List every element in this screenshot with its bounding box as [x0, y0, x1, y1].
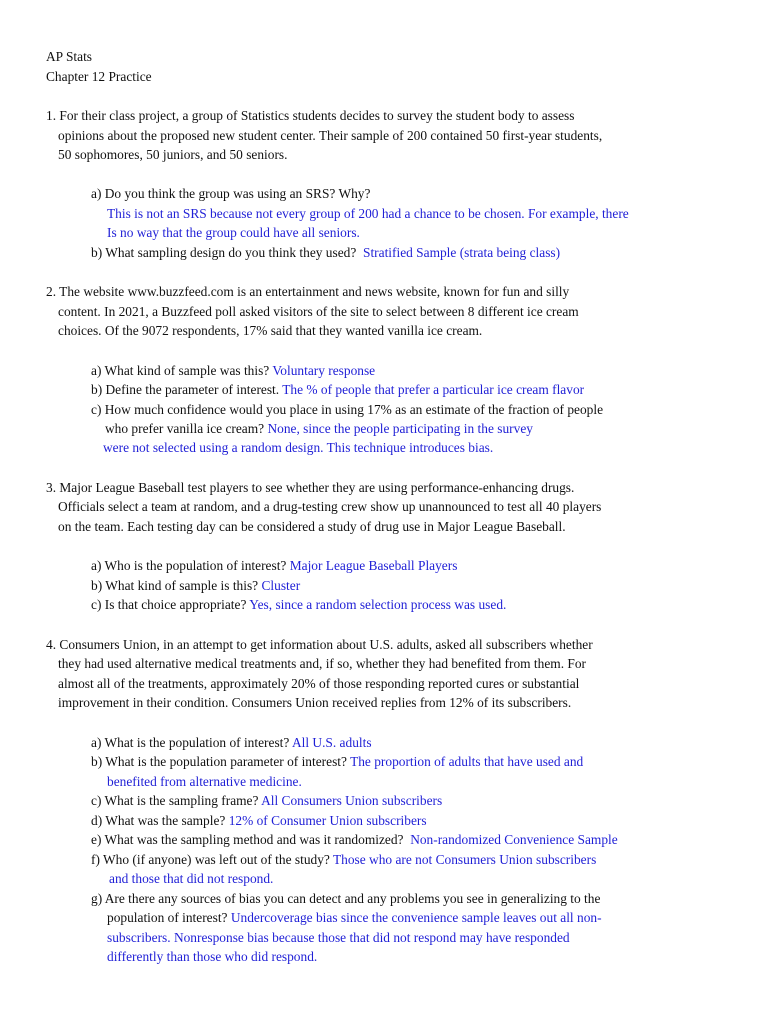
q2c-question-line-1: c) How much confidence would you place in using 17% as an estimate of the fraction of people — [91, 402, 604, 417]
q1-text-line-3: 50 sophomores, 50 juniors, and 50 seniors. — [58, 147, 288, 162]
q1a-question: a) Do you think the group was using an SRS? Why? — [91, 186, 371, 201]
q4f-row — [91, 851, 596, 869]
q4g-answer-line-2: subscribers. Nonresponse bias because those that did not respond may have responded — [107, 930, 570, 945]
q4e-answer: Non-randomized Convenience Sample — [410, 832, 618, 847]
q4g-answer-line-3: differently than those who did respond. — [107, 949, 318, 964]
q2-text-line-1: 2. The website www.buzzfeed.com is an entertainment and news website, known for fun and silly — [46, 284, 570, 299]
q4a-answer: All U.S. adults — [291, 735, 372, 750]
q2b-row — [91, 381, 584, 399]
q1-text-line-1: 1. For their class project, a group of Statistics students decides to survey the student body to assess — [46, 108, 575, 123]
q3a-row — [91, 557, 457, 575]
q2-text-line-3: choices. Of the 9072 respondents, 17% said that they wanted vanilla ice cream. — [58, 323, 483, 338]
q4d-question: d) What was the sample? — [91, 813, 226, 828]
q1a-answer-line-1: This is not an SRS because not every group of 200 had a chance to be chosen. For example, there — [107, 206, 629, 221]
q1a-answer-line-2: Is no way that the group could have all seniors. — [107, 225, 360, 240]
q4e-question: e) What was the sampling method and was it randomized? — [91, 832, 404, 847]
q2a-row — [91, 362, 375, 380]
q4b-row — [91, 753, 583, 771]
q4-text-line-1: 4. Consumers Union, in an attempt to get information about U.S. adults, asked all subscribers whether — [46, 637, 593, 652]
q4g-row — [107, 909, 602, 927]
q3-text-line-3: on the team. Each testing day can be considered a study of drug use in Major League Baseball. — [58, 519, 566, 534]
q3b-answer: Cluster — [261, 578, 301, 593]
q1b-row — [91, 244, 560, 262]
q1b-question: b) What sampling design do you think they used? — [91, 245, 357, 260]
q4d-answer: 12% of Consumer Union subscribers — [228, 813, 427, 828]
q4g-answer-line-1: Undercoverage bias since the convenience sample leaves out all non- — [230, 910, 602, 925]
q2b-answer: The % of people that prefer a particular ice cream flavor — [282, 382, 585, 397]
q3a-answer: Major League Baseball Players — [289, 558, 458, 573]
q4g-question-line-2: population of interest? — [107, 910, 228, 925]
q4b-answer-line-1: The proportion of adults that have used and — [350, 754, 584, 769]
q3b-question: b) What kind of sample is this? — [91, 578, 259, 593]
q2c-answer-line-1: None, since the people participating in the survey — [267, 421, 533, 436]
q3c-question: c) Is that choice appropriate? — [91, 597, 247, 612]
q4c-row — [91, 792, 442, 810]
q2c-row — [105, 420, 533, 438]
q4e-row — [91, 831, 618, 849]
q2-text-line-2: content. In 2021, a Buzzfeed poll asked visitors of the site to select between 8 different ice cream — [58, 304, 579, 319]
q4f-answer-line-1: Those who are not Consumers Union subscribers — [332, 852, 597, 867]
q3a-question: a) Who is the population of interest? — [91, 558, 287, 573]
q4a-row — [91, 734, 372, 752]
q4c-question: c) What is the sampling frame? — [91, 793, 259, 808]
q2c-question-line-2: who prefer vanilla ice cream? — [105, 421, 265, 436]
q4f-answer-line-2: and those that did not respond. — [109, 871, 274, 886]
q4b-answer-line-2: benefited from alternative medicine. — [107, 774, 302, 789]
q2a-answer: Voluntary response — [272, 363, 376, 378]
q3c-row — [91, 596, 506, 614]
course-title: AP Stats — [46, 49, 93, 64]
q2b-question: b) Define the parameter of interest. — [91, 382, 280, 397]
q1-text-line-2: opinions about the proposed new student center. Their sample of 200 contained 50 first-year students, — [58, 128, 603, 143]
q2a-question: a) What kind of sample was this? — [91, 363, 270, 378]
q3c-answer: Yes, since a random selection process was used. — [249, 597, 507, 612]
q4-text-line-2: they had used alternative medical treatments and, if so, whether they had benefited from them. For — [58, 656, 587, 671]
q1b-answer: Stratified Sample (strata being class) — [363, 245, 561, 260]
chapter-title: Chapter 12 Practice — [46, 69, 152, 84]
q4-text-line-3: almost all of the treatments, approximately 20% of those responding reported cures or substantial — [58, 676, 580, 691]
q3-text-line-1: 3. Major League Baseball test players to see whether they are using performance-enhancing drugs. — [46, 480, 575, 495]
q2c-answer-line-2: were not selected using a random design. This technique introduces bias. — [103, 440, 494, 455]
q4g-question-line-1: g) Are there any sources of bias you can detect and any problems you see in generalizing to the — [91, 891, 601, 906]
q3b-row — [91, 577, 300, 595]
q4f-question: f) Who (if anyone) was left out of the study? — [91, 852, 330, 867]
q4-text-line-4: improvement in their condition. Consumers Union received replies from 12% of its subscribers. — [58, 695, 572, 710]
q3-text-line-2: Officials select a team at random, and a drug-testing crew show up unannounced to test all 40 players — [58, 499, 602, 514]
q4c-answer: All Consumers Union subscribers — [261, 793, 443, 808]
q4a-question: a) What is the population of interest? — [91, 735, 290, 750]
q4b-question: b) What is the population parameter of interest? — [91, 754, 347, 769]
q4d-row — [91, 812, 427, 830]
